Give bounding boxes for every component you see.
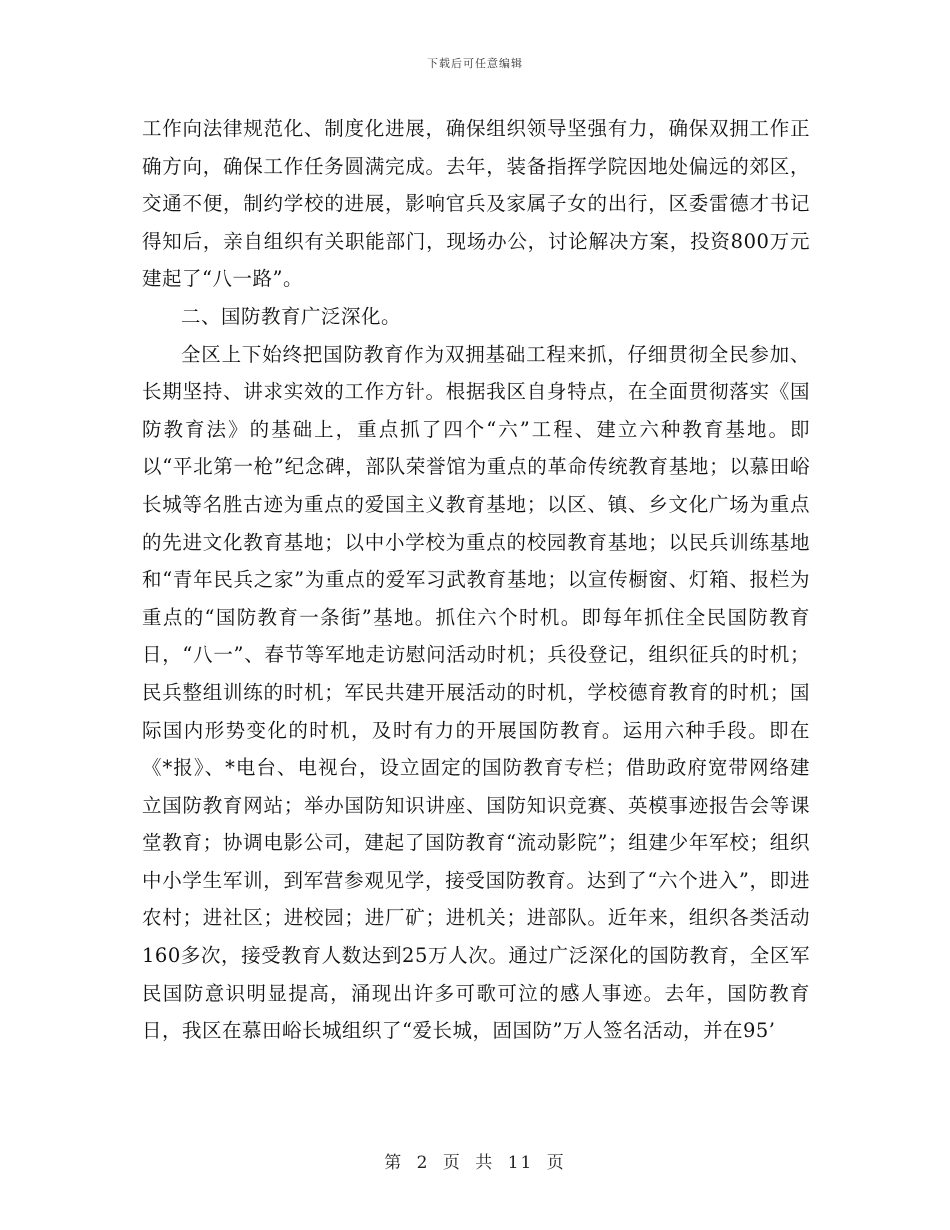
paragraph-2: 全区上下始终把国防教育作为双拥基础工程来抓，仔细贯彻全民参加、长期坚持、讲求实效的工作方针。根据我区自身特点，在全面贯彻落实《国防教育法》的基础上，重点抓了四个“六”工程、建立六种教育基地。即以“平北第一枪”纪念碑，部队荣誉馆为重点的革命传统教育基地；以慕田峪长城等名胜古迹为重点的爱国主义教育基地；以区、镇、乡文化广场为重点的先进文化教育基地；以中小学校为重点的校园教育基地；以民兵训练基地和“青年民兵之家”为重点的爱军习武教育基地；以宣传橱窗、灯箱、报栏为重点的“国防教育一条街”基地。抓住六个时机。即每年抓住全民国防教育日，“八一”、春节等军地走访慰问活动时机；兵役登记，组织征兵的时机；民兵整组训练的时机；军民共建开展活动的时机，学校德育教育的时机；国际国内形势变化的时机，及时有力的开展国防教育。运用六种手段。即在《*报》、*电台、电视台，设立固定的国防教育专栏；借助政府宽带网络建立国防教育网站；举办国防知识讲座、国防知识竞赛、英模事迹报告会等课堂教育；协调电影公司，建起了国防教育“流动影院”；组建少年军校；组织中小学生军训，到军营参观见学，接受国防教育。达到了“六个进入”，即进农村；进社区；进校园；进厂矿；进机关；进部队。近年来，组织各类活动160多次，接受教育人数达到25万人次。通过广泛深化的国防教育，全区军民国防意识明显提高，涌现出许多可歌可泣的感人事迹。去年，国防教育日，我区在慕田峪长城组织了“爱长城，固国防”万人签名活动，并在95’ bbox=[142, 342, 810, 1043]
footer-total-pages: 11 bbox=[507, 1153, 534, 1173]
paragraph-1: 工作向法律规范化、制度化进展，确保组织领导坚强有力，确保双拥工作正确方向，确保工作任务圆满完成。去年，装备指挥学院因地处偏远的郊区，交通不便，制约学校的进展，影响官兵及家属子女的出行，区委雷德才书记得知后，亲自组织有关职能部门，现场办公，讨论解决方案，投资800万元建起了“八一路”。 bbox=[142, 117, 810, 291]
page-footer bbox=[0, 1148, 950, 1173]
footer-label-page: 第 bbox=[384, 1153, 404, 1173]
footer-label-unit: 页 bbox=[442, 1153, 462, 1173]
footer-label-unit-2: 页 bbox=[546, 1153, 566, 1173]
footer-current-page: 2 bbox=[416, 1153, 430, 1173]
section-heading: 二、国防教育广泛深化。 bbox=[181, 304, 402, 328]
header-note: 下载后可任意编辑 bbox=[427, 57, 523, 70]
footer-label-total: 共 bbox=[475, 1153, 495, 1173]
body-text bbox=[142, 110, 810, 1050]
